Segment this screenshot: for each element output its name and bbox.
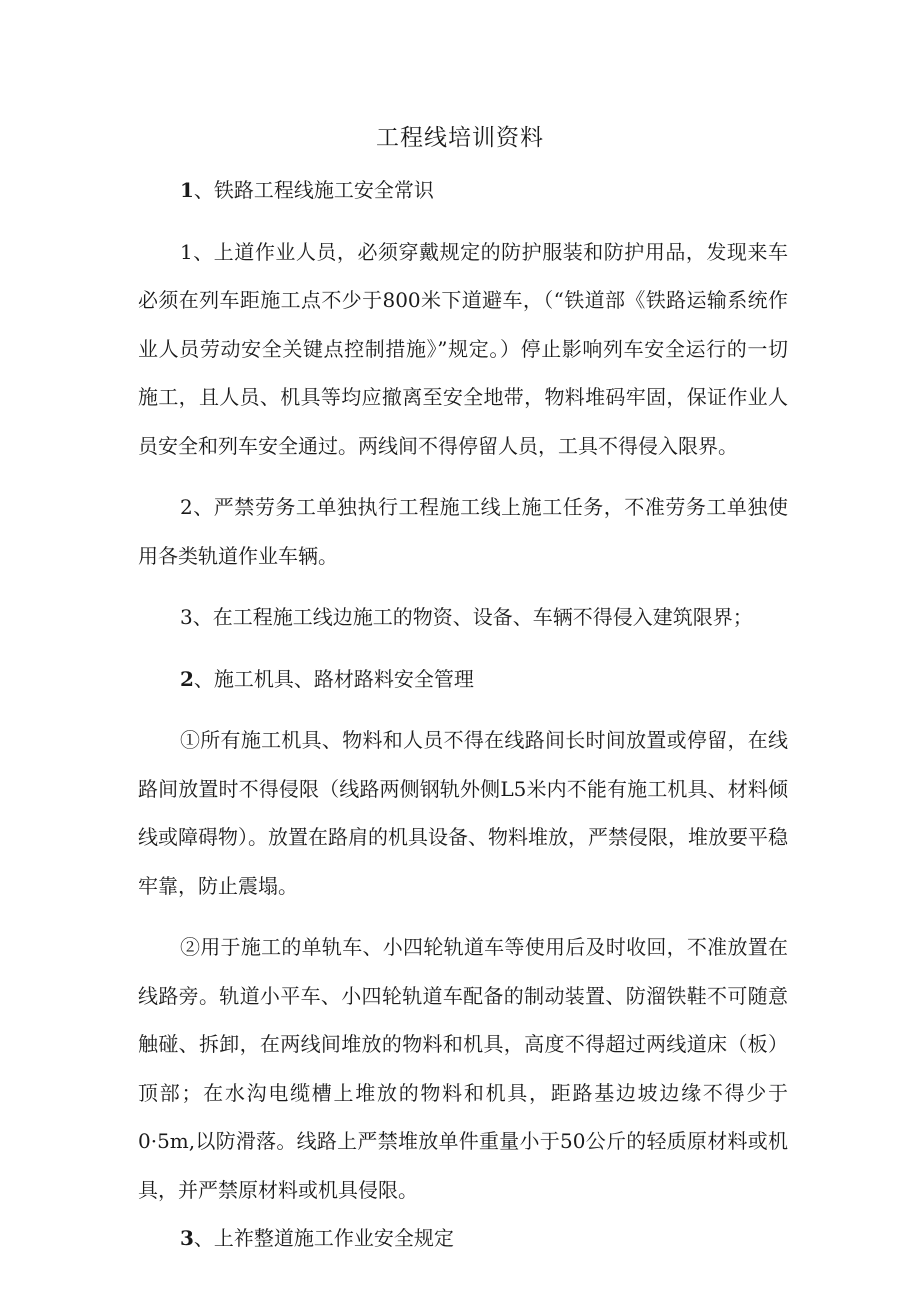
section-number: 2 (180, 666, 194, 691)
paragraph: ②用于施工的单轨车、小四轮轨道车等使用后及时收回，不准放置在线路旁。轨道小平车、小四轮轨道车配备的制动装置、防溜铁鞋不可随意触碰、拆卸，在两线间堆放的物料和机具，高度不得超过两线道床（板）顶部；在水沟电缆槽上堆放的物料和机具，距路基边坡边缘不得少于0·5m,以防滑落。线路上严禁堆放单件重量小于50公斤的轻质原材料或机具，并严禁原材料或机具侵限。 (138, 935, 788, 1202)
section-heading-text: 、上祚整道施工作业安全规定 (193, 1226, 454, 1250)
document-title: 工程线培训资料 (376, 125, 544, 151)
document-body (138, 166, 788, 1263)
section-number: 1 (180, 178, 194, 202)
paragraph: 3、在工程施工线边施工的物资、设备、车辆不得侵入建筑限界； (180, 605, 753, 629)
section-heading-text: 、施工机具、路材路料安全管理 (193, 666, 474, 691)
paragraph: 1、上道作业人员，必须穿戴规定的防护服装和防护用品，发现来车必须在列车距施工点不少于800米下道避车，（“铁道部《铁路运输系统作业人员劳动安全关键点控制措施》”规定。）停止影响列车安全运行的一切施工，且人员、机具等均应撤离至安全地带，物料堆码牢固，保证作业人员安全和列车安全通过。两线间不得停留人员，工具不得侵入限界。 (138, 239, 788, 458)
section-heading-3 (138, 1214, 788, 1263)
paragraph: 2、严禁劳务工单独执行工程施工线上施工任务，不准劳务工单独使用各类轨道作业车辆。 (138, 495, 788, 568)
section-heading-text: 、铁路工程线施工安全常识 (193, 178, 434, 202)
paragraph: ①所有施工机具、物料和人员不得在线路间长时间放置或停留，在线路间放置时不得侵限（线路两侧钢轨外侧L5米内不能有施工机具、材料倾线或障碍物）。放置在路肩的机具设备、物料堆放，严禁侵限，堆放要平稳牢靠，防止震塌。 (138, 728, 788, 898)
section-number: 3 (180, 1226, 194, 1250)
section-heading-2 (138, 655, 788, 704)
section-heading-1 (138, 166, 788, 215)
